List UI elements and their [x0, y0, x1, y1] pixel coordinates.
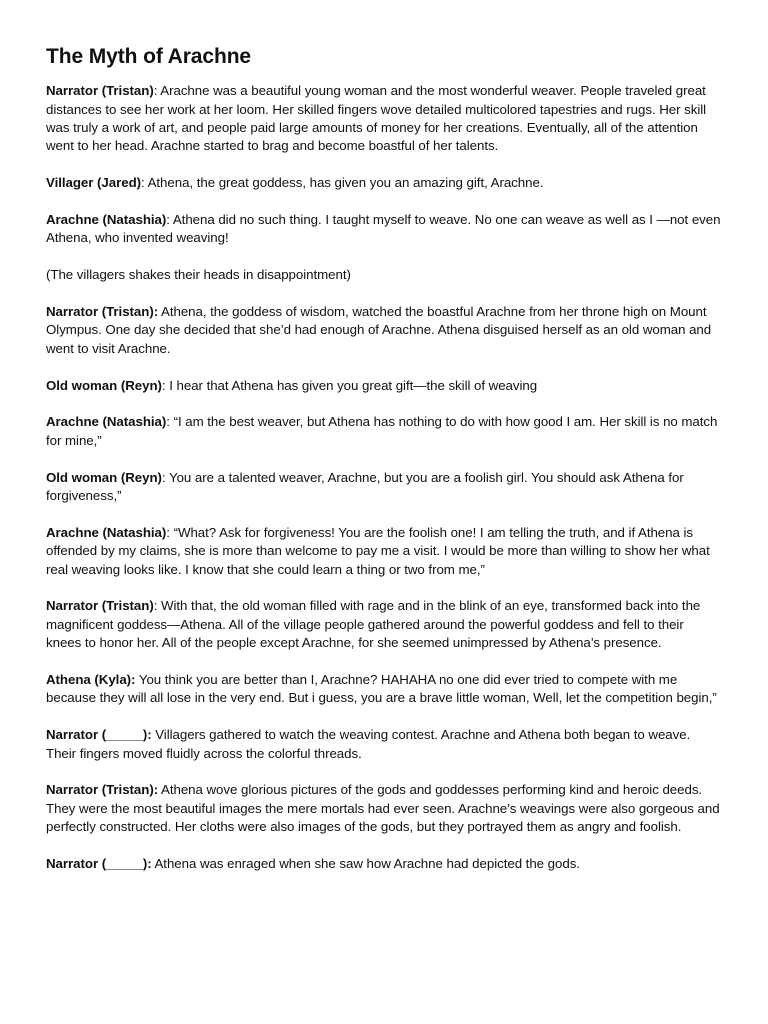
- script-paragraph: [46, 855, 722, 873]
- dialogue-text: : “I am the best weaver, but Athena has nothing to do with how good I am. Her skill is no match for mine,”: [46, 414, 718, 448]
- speaker-name: Narrator (_____):: [46, 727, 152, 743]
- dialogue-text: Athena wove glorious pictures of the gods and goddesses performing kind and heroic deeds. They were the most beautiful images the mere mortals had ever seen. Arachne’s weavings were also gorgeous and perfectly constructed. Her cloths were also images of the gods, but they portrayed them as angry and foolish.: [46, 782, 720, 835]
- dialogue-text: Athena, the goddess of wisdom, watched the boastful Arachne from her throne high on Mount Olympus. One day she decided that she’d had enough of Arachne. Athena disguised herself as an old woman and went to visit Arachne.: [46, 304, 712, 356]
- script-paragraph: [46, 211, 722, 248]
- dialogue-text: Villagers gathered to watch the weaving contest. Arachne and Athena both began to weave. Their fingers moved fluidly across the colorful threads.: [46, 727, 691, 761]
- stage-direction: [46, 266, 722, 284]
- script-paragraph: [46, 781, 722, 836]
- dialogue-text: : You are a talented weaver, Arachne, but you are a foolish girl. You should ask Athena for forgiveness,”: [46, 469, 684, 504]
- speaker-name: Old woman (Reyn): [46, 469, 162, 485]
- speaker-name: Arachne (Natashia): [46, 212, 167, 227]
- speaker-name: Narrator (Tristan):: [46, 304, 159, 319]
- page-title: The Myth of Arachne: [46, 45, 252, 68]
- dialogue-text: You think you are better than I, Arachne? HAHAHA no one did ever tried to compete with me because they will all lose in the very end. But i guess, you are a brave little woman, Well, let the competition begin,”: [46, 672, 717, 706]
- speaker-name: Old woman (Reyn): [46, 377, 162, 393]
- script-paragraph: [46, 469, 722, 506]
- dialogue-text: : Athena did no such thing. I taught myself to weave. No one can weave as well as I —not even Athena, who invented weaving!: [46, 212, 721, 246]
- speaker-name: Athena (Kyla):: [46, 672, 136, 688]
- stage-direction-text: (The villagers shakes their heads in disappointment): [46, 267, 351, 283]
- script-paragraph: [46, 82, 722, 156]
- speaker-name: Villager (Jared): [46, 175, 142, 191]
- script-paragraph: [46, 597, 722, 652]
- dialogue-text: : I hear that Athena has given you great gift—the skill of weaving: [161, 377, 538, 393]
- dialogue-text: : “What? Ask for forgiveness! You are the foolish one! I am telling the truth, and if Athena is offended by my claims, she is more than welcome to pay me a visit. I would be more than willing to show her what real weaving looks like. I know that she could learn a thing or two from me,”: [46, 524, 710, 577]
- speaker-name: Arachne (Natashia): [46, 414, 167, 430]
- script-paragraph: [46, 726, 722, 763]
- speaker-name: Narrator (_____):: [46, 856, 152, 872]
- dialogue-text: : Arachne was a beautiful young woman and the most wonderful weaver. People traveled great distances to see her work at her loom. Her skilled fingers wove detailed multicolored tapestries and rugs. Her skill was truly a work of art, and people paid large amounts of money for her creations. Eventually, all of the attention went to her head. Arachne started to brag and become boastful of her talents.: [46, 83, 707, 154]
- script-paragraph: [46, 671, 722, 708]
- script-paragraph: [46, 377, 722, 395]
- dialogue-text: : Athena, the great goddess, has given you an amazing gift, Arachne.: [141, 175, 544, 191]
- speaker-name: Arachne (Natashia): [46, 524, 167, 540]
- script-paragraph: [46, 524, 722, 579]
- speaker-name: Narrator (Tristan): [46, 598, 154, 614]
- dialogue-text: Athena was enraged when she saw how Arachne had depicted the gods.: [151, 856, 580, 872]
- script-paragraph: [46, 174, 722, 192]
- dialogue-text: : With that, the old woman filled with rage and in the blink of an eye, transformed back into the magnificent goddess—Athena. All of the village people gathered around the powerful goddess and fell to their knees to honor her. All of the people except Arachne, for she seemed unimpressed by Athena’s presence.: [46, 598, 701, 651]
- script-paragraph: [46, 413, 722, 450]
- script-paragraph: [46, 303, 722, 358]
- speaker-name: Narrator (Tristan): [46, 83, 154, 99]
- speaker-name: Narrator (Tristan):: [46, 782, 159, 798]
